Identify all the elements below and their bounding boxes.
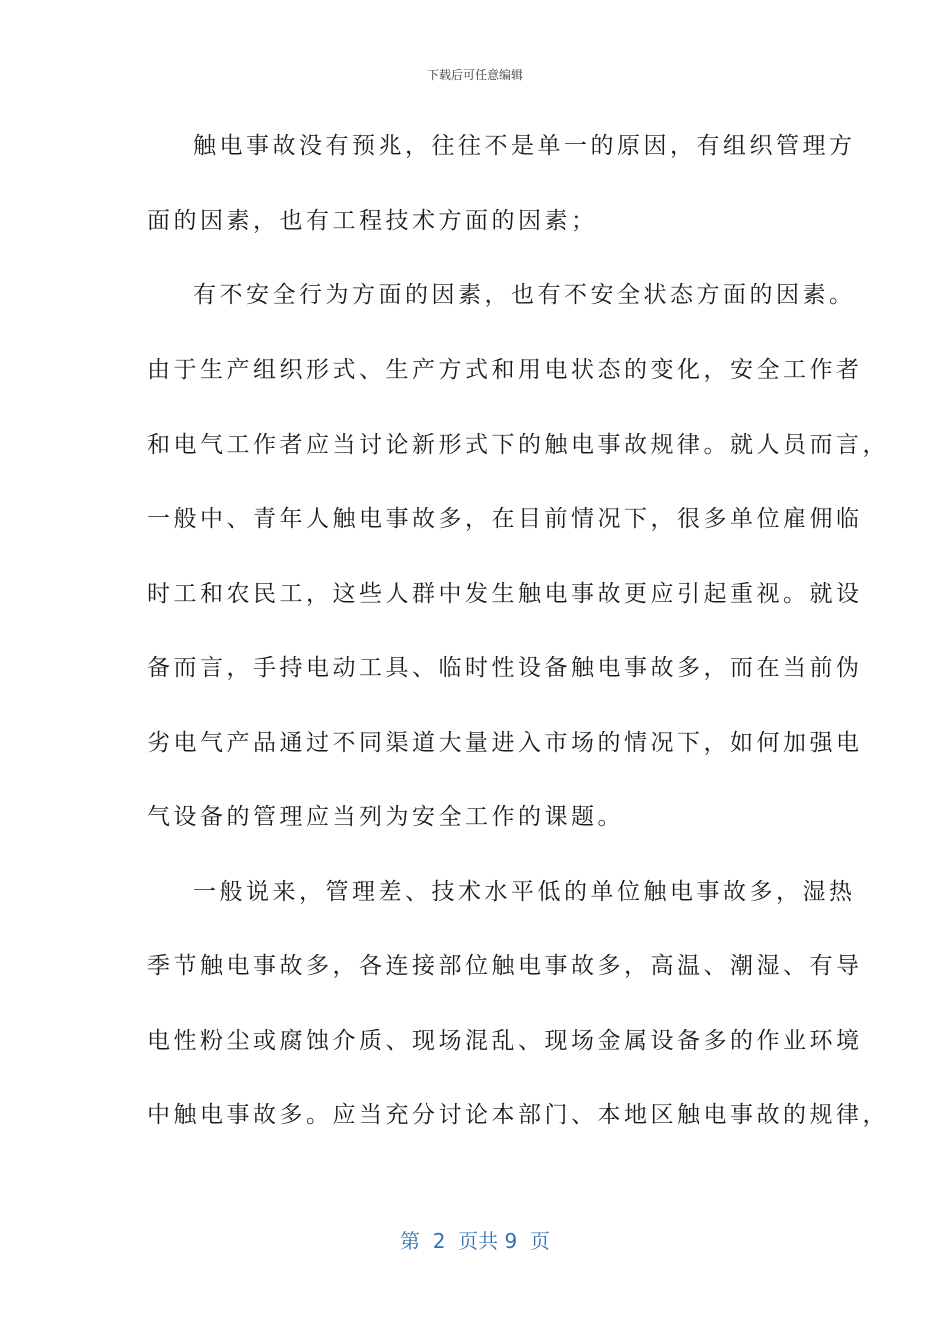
body-line-11: 一般说来，管理差、技术水平低的单位触电事故多，湿热	[193, 879, 856, 905]
body-line-4: 由于生产组织形式、生产方式和用电状态的变化，安全工作者	[147, 357, 863, 383]
body-line-6: 一般中、青年人触电事故多，在目前情况下，很多单位雇佣临	[147, 506, 863, 532]
body-line-13: 电性粉尘或腐蚀介质、现场混乱、现场金属设备多的作业环境	[147, 1028, 863, 1054]
body-line-2: 面的因素，也有工程技术方面的因素；	[147, 208, 598, 234]
body-line-12: 季节触电事故多，各连接部位触电事故多，高温、潮湿、有导	[147, 953, 863, 979]
body-line-14: 中触电事故多。应当充分讨论本部门、本地区触电事故的规律，	[147, 1102, 889, 1128]
page-header: 下载后可任意编辑	[426, 68, 523, 82]
body-line-8: 备而言，手持电动工具、临时性设备触电事故多，而在当前伪	[147, 655, 863, 681]
body-line-5: 和电气工作者应当讨论新形式下的触电事故规律。就人员而言，	[147, 432, 889, 458]
page-number-footer: 第 2 页共 9 页	[400, 1229, 550, 1253]
body-line-9: 劣电气产品通过不同渠道大量进入市场的情况下，如何加强电	[147, 730, 863, 756]
body-line-10: 气设备的管理应当列为安全工作的课题。	[147, 804, 624, 830]
body-line-3: 有不安全行为方面的因素，也有不安全状态方面的因素。	[193, 282, 856, 308]
body-line-7: 时工和农民工，这些人群中发生触电事故更应引起重视。就设	[147, 581, 863, 607]
body-line-1: 触电事故没有预兆，往往不是单一的原因，有组织管理方	[193, 133, 856, 159]
